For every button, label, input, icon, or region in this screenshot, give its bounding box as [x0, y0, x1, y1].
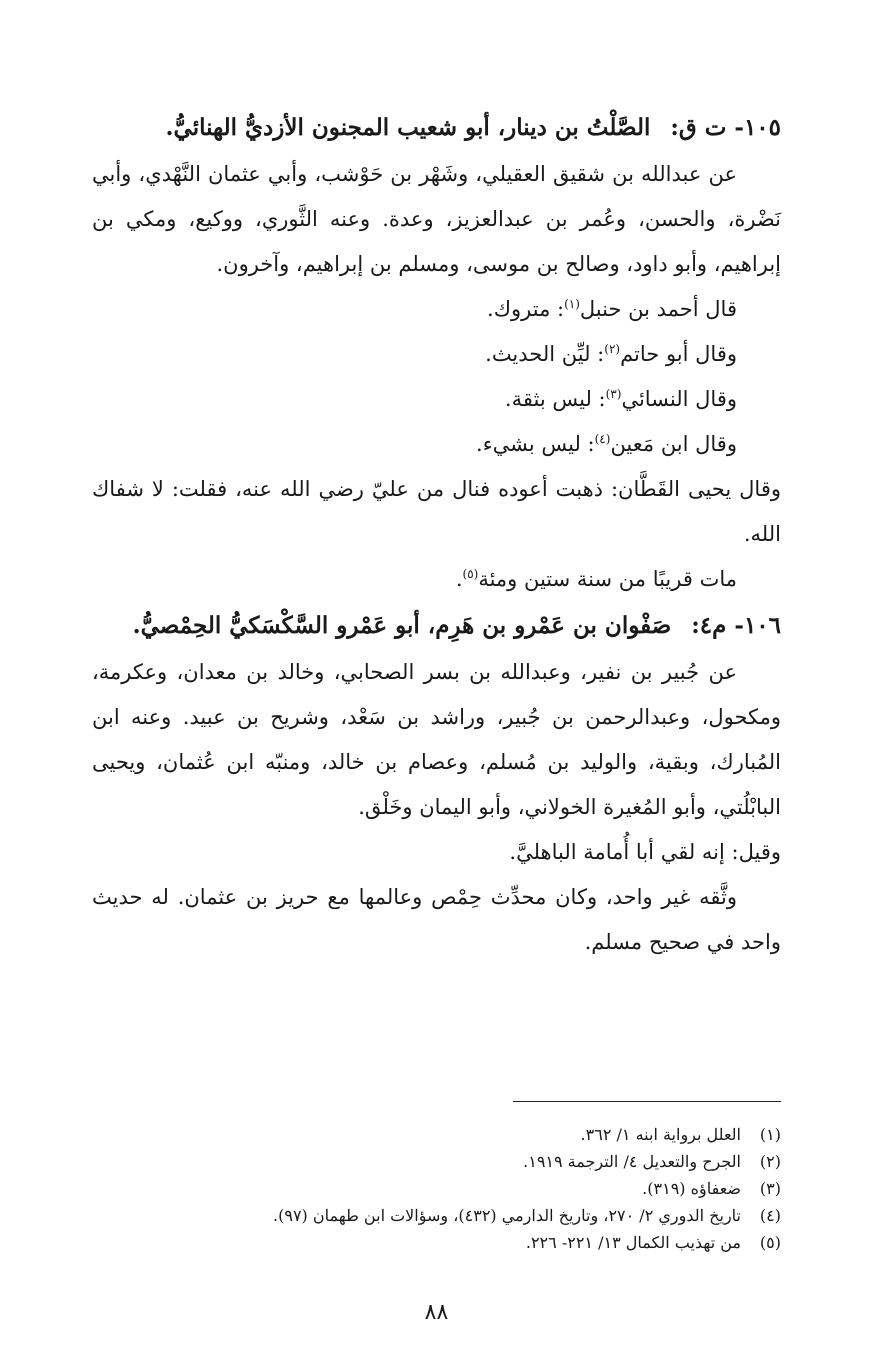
entry-106-narrators: عن جُبير بن نفير، وعبدالله بن بسر الصحابي، وخالد بن معدان، وعكرمة، ومكحول، وعبدالرحمن بن جُبير، وراشد بن سَعْد، وشريح بن عبيد. وعنه ابن المُبارك، وبقية، والوليد بن مُسلم، وعصام بن خالد، ومنبّه ابن عُثمان، ويحيى البابْلُتي، وأبو المُغيرة الخولاني، وأبو اليمان وخَلْق. [92, 660, 781, 819]
page-number: ٨٨ [424, 1300, 449, 1325]
quote-qattan: وقال يحيى القَطَّان: ذهبت أعوده فنال من عليّ رضي الله عنه، فقلت: لا شفاك الله. [92, 477, 781, 546]
quote-ahmad: قال أحمد بن حنبل$^{(١)}$: متروك. [487, 297, 737, 321]
footnote-ref-3: (٣) [605, 387, 622, 401]
entry-105-death: مات قريبًا من سنة ستين ومئة$^{(٥)}$. [455, 567, 737, 591]
quote-nasai: وقال النسائي$^{(٣)}$: ليس بثقة. [504, 387, 737, 411]
entry-105-name: الصَّلْتُ بن دينار، أبو شعيب المجنون الأزديُّ الهنائيُّ. [165, 114, 651, 141]
footnote-item: (١) العلل برواية ابنه ١/ ٣٦٢. [580, 1125, 781, 1144]
quote-ibn-main: وقال ابن مَعين$^{(٤)}$: ليس بشيء. [476, 432, 737, 456]
footnotes-list [80, 1121, 781, 1256]
footnote-item: (٣) ضعفاؤه (٣١٩). [642, 1179, 781, 1198]
footnote-ref-5: (٥) [462, 567, 479, 581]
entry-105-heading [92, 104, 781, 152]
footnote-ref-1: (١) [564, 297, 580, 311]
footnote-ref-2: (٢) [604, 342, 621, 356]
footnote-item: (٤) تاريخ الدوري ٢/ ٢٧٠، وتاريخ الدارمي (٤٣٢)، وسؤالات ابن طهمان (٩٧). [273, 1206, 781, 1225]
footnote-divider [513, 1101, 781, 1102]
entry-106-number: ١٠٦- م٤: [691, 612, 781, 639]
entry-106-heading [92, 602, 781, 650]
entry-106-name: صَفْوان بن عَمْرو بن هَرِم، أبو عَمْرو السَّكْسَكيُّ الحِمْصيُّ. [132, 612, 672, 639]
footnote-ref-4: (٤) [594, 432, 611, 446]
entry-105-number: ١٠٥- ت ق: [670, 114, 781, 141]
footnote-item: (٥) من تهذيب الكمال ١٣/ ٢٢١- ٢٢٦. [525, 1233, 781, 1252]
footnote-item: (٢) الجرح والتعديل ٤/ الترجمة ١٩١٩. [523, 1152, 781, 1171]
entry-106-grading: وثَّقه غير واحد، وكان محدِّث حِمْص وعالمها مع حريز بن عثمان. له حديث واحد في صحيح مسلم. [92, 885, 781, 954]
entry-105-narrators: عن عبدالله بن شقيق العقيلي، وشَهْر بن حَوْشب، وأبي عثمان النَّهْدي، وأبي نَضْرة، والحسن، وعُمر بن عبدالعزيز، وعدة. وعنه الثَّوري، ووكيع، ومكي بن إبراهيم، وأبو داود، وصالح بن موسى، ومسلم بن إبراهيم، وآخرون. [92, 162, 781, 276]
entry-105-quotes [92, 287, 781, 467]
quote-abu-hatim: وقال أبو حاتم$^{(٢)}$: ليِّن الحديث. [485, 342, 737, 366]
entry-106-note: وقيل: إنه لقي أبا أُمامة الباهليَّ. [509, 840, 781, 864]
